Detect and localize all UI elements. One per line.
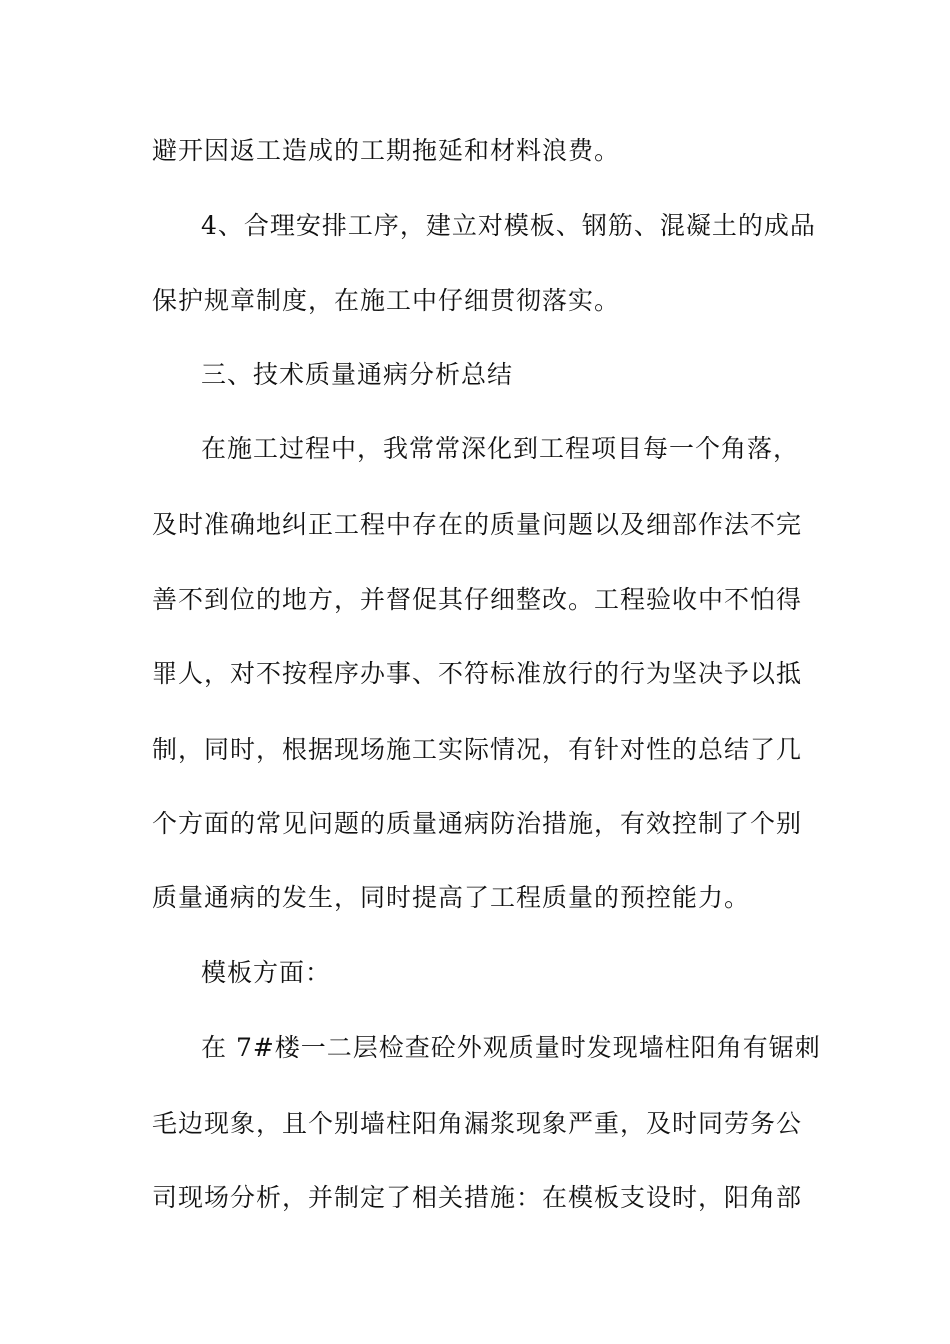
paragraph-line: 及时准确地纠正工程中存在的质量问题以及细部作法不完 <box>152 510 803 539</box>
paragraph-line: 个方面的常见问题的质量通病防治措施，有效控制了个别 <box>152 809 803 838</box>
paragraph-line: 4、合理安排工序，建立对模板、钢筋、混凝土的成品 <box>201 211 816 240</box>
subsection-heading: 模板方面： <box>201 958 332 987</box>
paragraph-line: 制，同时，根据现场施工实际情况，有针对性的总结了几 <box>152 735 803 764</box>
paragraph-line: 保护规章制度，在施工中仔细贯彻落实。 <box>152 286 621 315</box>
paragraph-line: 在施工过程中，我常常深化到工程项目每一个角落， <box>201 434 800 463</box>
section-heading: 三、技术质量通病分析总结 <box>201 360 514 389</box>
paragraph-line: 质量通病的发生，同时提高了工程质量的预控能力。 <box>152 883 751 912</box>
paragraph-line: 在 7#楼一二层检查砼外观质量时发现墙柱阳角有锯刺 <box>201 1033 821 1062</box>
paragraph-line: 司现场分析，并制定了相关措施：在模板支设时，阳角部 <box>152 1183 803 1212</box>
paragraph-line: 避开因返工造成的工期拖延和材料浪费。 <box>152 136 621 165</box>
paragraph-line: 善不到位的地方，并督促其仔细整改。工程验收中不怕得 <box>152 585 803 614</box>
paragraph-line: 罪人，对不按程序办事、不符标准放行的行为坚决予以抵 <box>152 659 803 688</box>
paragraph-line: 毛边现象，且个别墙柱阳角漏浆现象严重，及时同劳务公 <box>152 1109 803 1138</box>
